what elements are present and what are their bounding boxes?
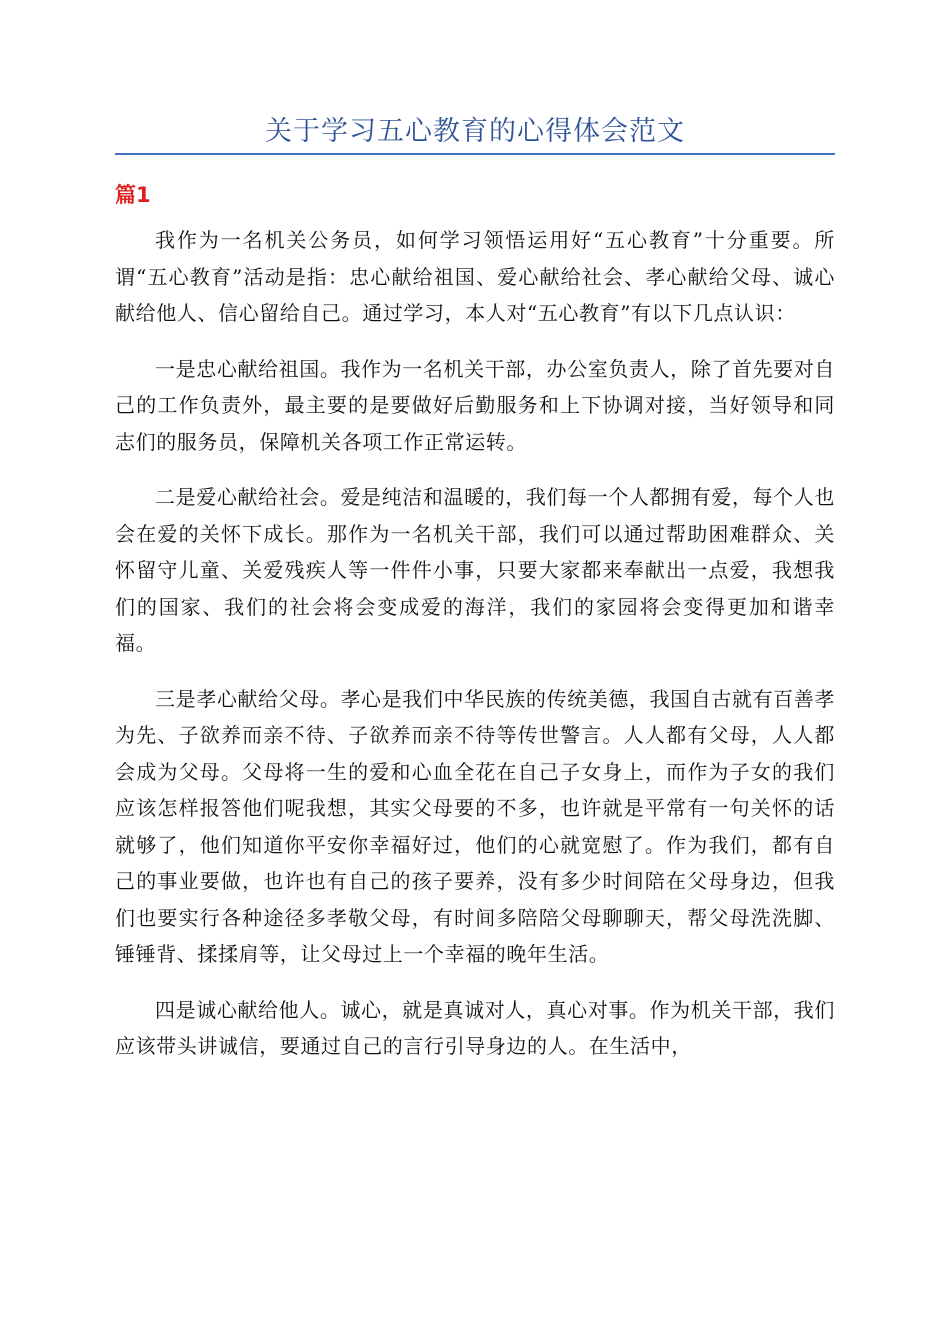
- document-title: 关于学习五心教育的心得体会范文: [265, 116, 685, 147]
- paragraph-love: 二是爱心献给社会。爱是纯洁和温暖的，我们每一个人都拥有爱，每个人也会在爱的关怀下成长。那作为一名机关干部，我们可以通过帮助困难群众、关怀留守儿童、关爱残疾人等一件件小事，只要大家都来奉献出一点爱，我想我们的国家、我们的社会将会变成爱的海洋，我们的家园将会变得更加和谐幸福。: [115, 485, 835, 655]
- paragraph-sincerity: 四是诚心献给他人。诚心，就是真诚对人，真心对事。作为机关干部，我们应该带头讲诚信，要通过自己的言行引导身边的人。在生活中，: [115, 997, 835, 1058]
- section-heading: 篇1: [115, 183, 151, 207]
- paragraph-filial-piety: 三是孝心献给父母。孝心是我们中华民族的传统美德，我国自古就有百善孝为先、子欲养而亲不待、子欲养而亲不待等传世警言。人人都有父母，人人都会成为父母。父母将一生的爱和心血全花在自己子女身上，而作为子女的我们应该怎样报答他们呢我想，其实父母要的不多，也许就是平常有一句关怀的话就够了，他们知道你平安你幸福好过，他们的心就宽慰了。作为我们，都有自己的事业要做，也许也有自己的孩子要养，没有多少时间陪在父母身边，但我们也要实行各种途径多孝敬父母，有时间多陪陪父母聊聊天，帮父母洗洗脚、锤锤背、揉揉肩等，让父母过上一个幸福的晚年生活。: [115, 686, 835, 966]
- paragraph-intro: 我作为一名机关公务员，如何学习领悟运用好“五心教育”十分重要。所谓“五心教育”活动是指：忠心献给祖国、爱心献给社会、孝心献给父母、诚心献给他人、信心留给自己。通过学习，本人对“五心教育”有以下几点认识：: [115, 228, 835, 325]
- document-body: [115, 222, 835, 1084]
- paragraph-loyalty: 一是忠心献给祖国。我作为一名机关干部，办公室负责人，除了首先要对自己的工作负责外，最主要的是要做好后勤服务和上下协调对接，当好领导和同志们的服务员，保障机关各项工作正常运转。: [115, 356, 835, 454]
- title-underline: [115, 153, 835, 155]
